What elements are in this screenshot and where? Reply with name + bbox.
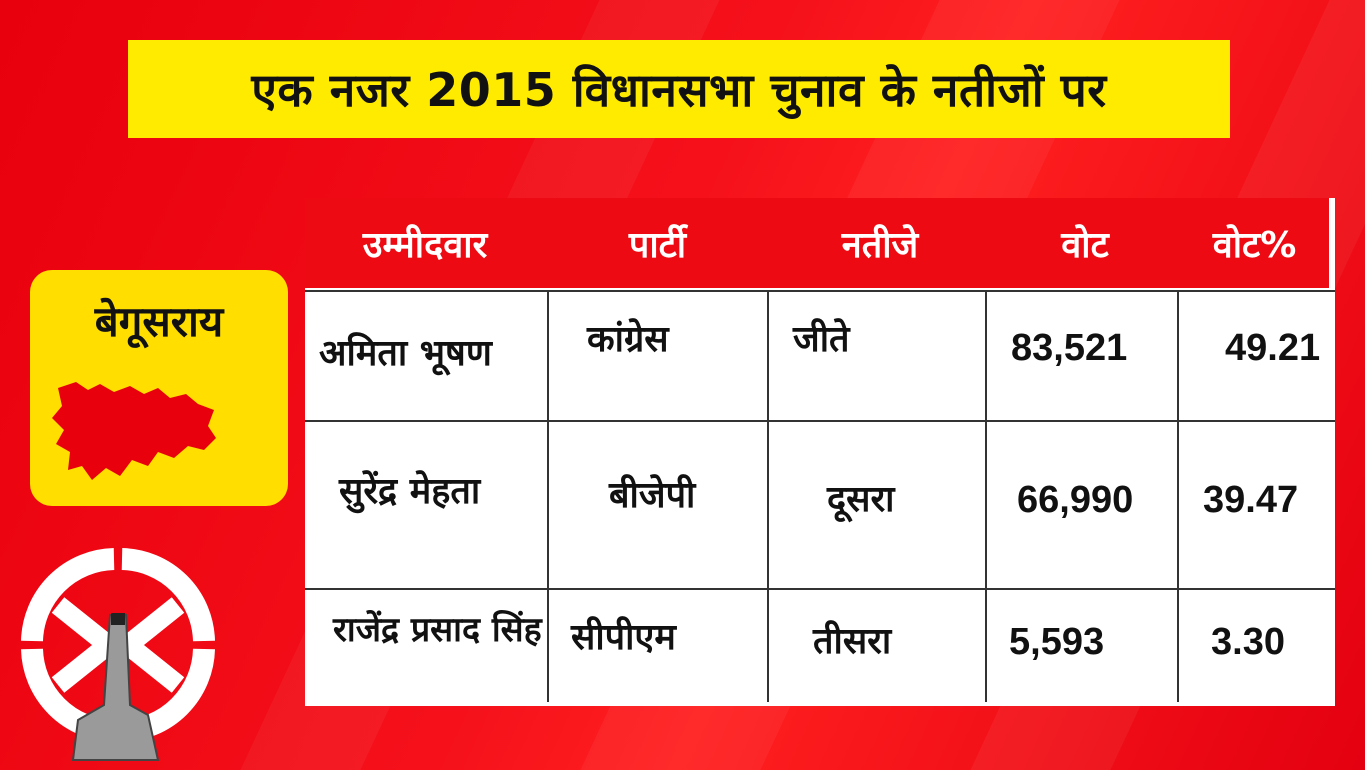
table-header [305,198,1329,288]
district-name: बेगूसराय [94,297,224,346]
header-votes: वोट [1061,224,1109,266]
cell-result: दूसरा [827,479,895,520]
page-title: एक नजर 2015 विधानसभा चुनाव के नतीजों पर [251,63,1107,117]
district-card [30,270,288,506]
cell-votes: 83,521 [1011,327,1128,369]
cell-votes: 5,593 [1009,621,1105,663]
cell-votes: 66,990 [1017,479,1134,521]
column-divider [767,290,769,702]
row-divider [305,420,1335,422]
title-banner [128,40,1230,138]
cell-candidate: सुरेंद्र मेहता [339,471,481,512]
district-map-icon [48,380,220,488]
cell-vote-percent: 49.21 [1225,327,1321,369]
results-table [305,198,1335,706]
election-logo-icon [18,545,218,765]
header-candidate: उम्मीदवार [362,224,488,266]
cell-party: कांग्रेस [587,319,669,360]
column-divider [547,290,549,702]
cell-vote-percent: 3.30 [1211,621,1285,663]
cell-result: तीसरा [813,621,892,662]
column-divider [985,290,987,702]
cell-vote-percent: 39.47 [1203,479,1299,521]
row-divider [305,588,1335,590]
header-vote-percent: वोट% [1212,224,1297,266]
cell-candidate: अमिता भूषण [319,333,492,374]
header-party: पार्टी [628,224,687,266]
header-result: नतीजे [841,224,919,266]
column-divider [1177,290,1179,702]
cell-candidate: राजेंद्र प्रसाद सिंह [333,610,542,650]
cell-result: जीते [793,319,850,360]
row-divider [305,290,1335,292]
cell-party: सीपीएम [571,617,676,658]
cell-party: बीजेपी [609,475,696,516]
